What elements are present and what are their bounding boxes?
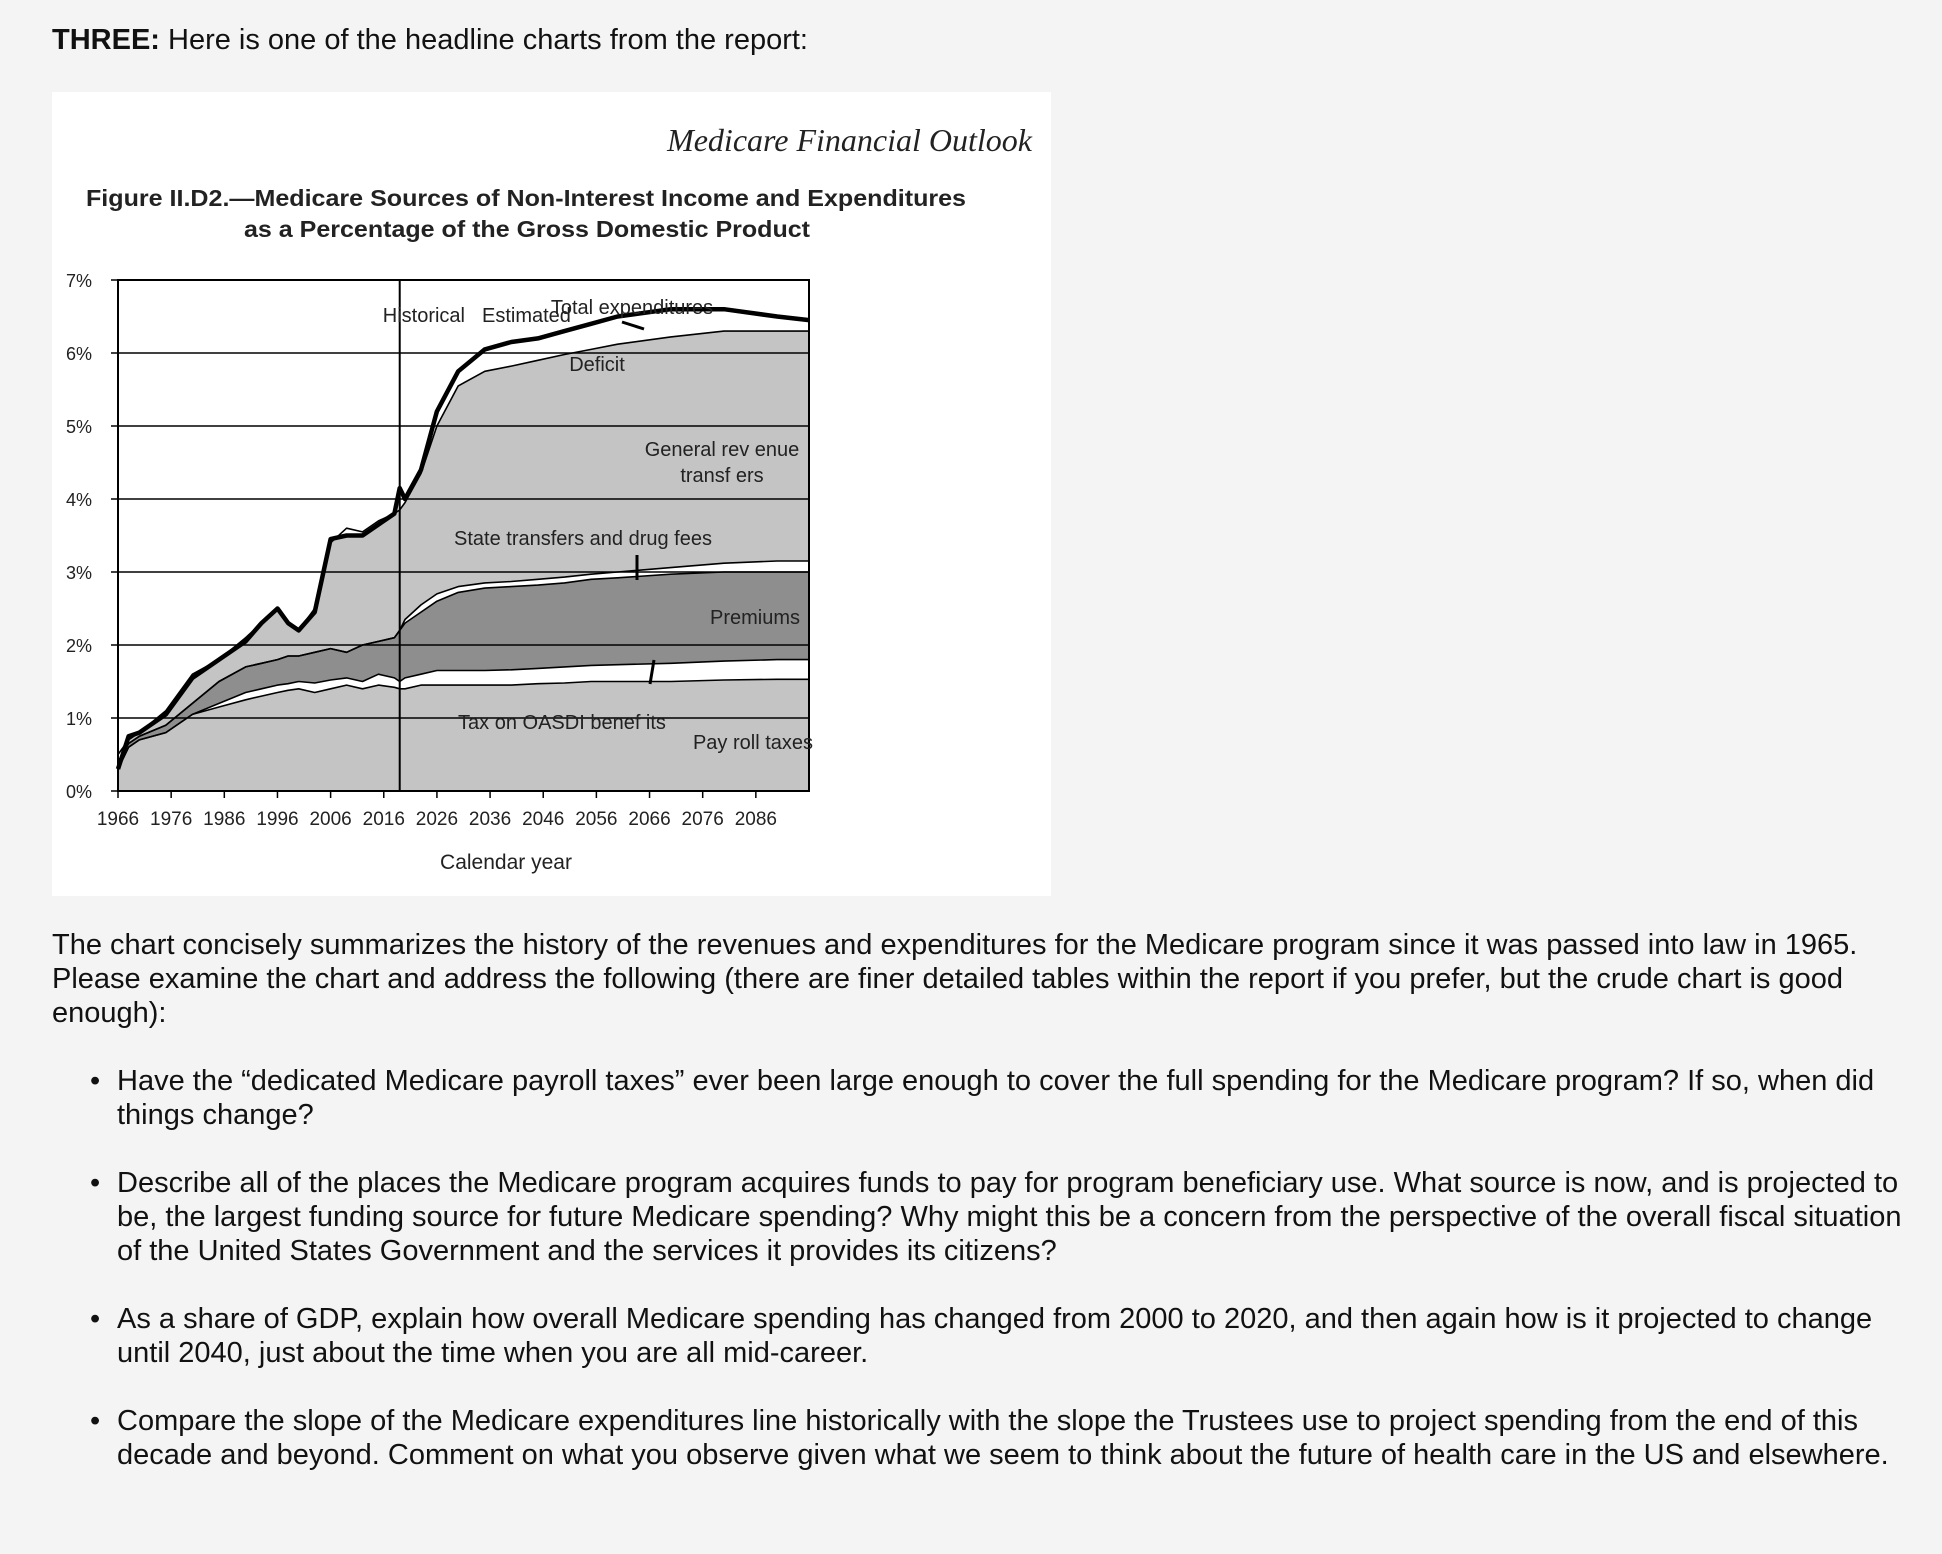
annotation-deficit: Deficit [569, 354, 625, 376]
question-number: THREE: [52, 24, 160, 56]
annotation-tax-oasdi: Tax on OASDI benef its [458, 712, 666, 734]
list-item [52, 1302, 1922, 1370]
x-tick-label: 2006 [309, 809, 352, 830]
bullet-icon: • [90, 1167, 101, 1199]
question-heading-text: Here is one of the headline charts from the report: [168, 24, 808, 56]
figure-panel [52, 92, 1051, 896]
annotation-general-revenue-2: transf ers [680, 465, 764, 487]
x-tick-label: 2086 [734, 809, 777, 830]
y-tick-label: 1% [66, 709, 93, 729]
x-tick-label: 1966 [96, 809, 140, 830]
annotation-premiums: Premiums [709, 607, 801, 629]
bullet-icon: • [90, 1065, 101, 1097]
y-tick-label: 3% [66, 563, 93, 583]
report-header: Medicare Financial Outlook [667, 122, 1032, 158]
y-tick-label: 7% [66, 271, 93, 291]
list-item [52, 1166, 1922, 1268]
question-heading [52, 22, 808, 58]
x-tick-label: 2036 [468, 809, 512, 830]
y-tick-label: 2% [66, 636, 93, 656]
annotation-general-revenue-1: General rev enue [644, 439, 800, 461]
question-list [52, 1064, 1922, 1506]
bullet-icon: • [90, 1405, 101, 1437]
x-tick-label: 2076 [681, 809, 724, 830]
period-label-estimated: Estimated [482, 305, 571, 327]
annotation-total-expenditures: Total expenditures [550, 297, 714, 319]
x-tick-label: 1986 [203, 809, 246, 830]
medicare-chart [52, 92, 1051, 896]
x-tick-label: 2046 [522, 809, 565, 830]
x-tick-label: 2026 [415, 809, 459, 830]
x-tick-label: 2016 [362, 809, 405, 830]
list-item [52, 1064, 1922, 1132]
x-tick-label: 2066 [628, 809, 671, 830]
y-tick-label: 6% [66, 344, 93, 364]
chart-subtitle: as a Percentage of the Gross Domestic Product [244, 216, 811, 242]
x-axis-ticks [97, 791, 777, 830]
list-item [52, 1404, 1922, 1472]
y-tick-label: 5% [66, 417, 93, 437]
y-tick-label: 0% [66, 782, 93, 802]
chart-title: Figure II.D2.—Medicare Sources of Non-Interest Income and Expenditures [86, 185, 966, 211]
period-label-historical: Historical [382, 305, 465, 327]
x-tick-label: 1996 [256, 809, 299, 830]
y-tick-label: 4% [66, 490, 93, 510]
question-text: Describe all of the places the Medicare program acquires funds to pay for program beneficiary use. What source is now, and is projected to be, the largest funding source for future Medicare spending? Why might this be a concern from the perspective of the overall fiscal situation of the United States Government and the services it provides its citizens? [117, 1167, 1902, 1267]
question-text: Compare the slope of the Medicare expenditures line historically with the slope the Trustees use to project spending from the end of this decade and beyond. Comment on what you observe given what we seem to think about the future of health care in the US and elsewhere. [117, 1405, 1889, 1471]
x-tick-label: 2056 [575, 809, 618, 830]
x-tick-label: 1976 [150, 809, 193, 830]
y-axis-ticks [66, 271, 118, 802]
question-text: As a share of GDP, explain how overall Medicare spending has changed from 2000 to 2020, and then again how is it projected to change until 2040, just about the time when you are all mid-career. [117, 1303, 1873, 1369]
chart-intro-paragraph: The chart concisely summarizes the history of the revenues and expenditures for the Medicare program since it was passed into law in 1965. Please examine the chart and address the following (there are finer detailed tables within the report if you prefer, but the crude chart is good enough): [52, 929, 1858, 1029]
annotation-payroll-taxes: Pay roll taxes [692, 732, 814, 754]
bullet-icon: • [90, 1303, 101, 1335]
annotation-state-transfers: State transfers and drug fees [454, 528, 712, 550]
x-axis-label: Calendar year [440, 851, 572, 874]
question-text: Have the “dedicated Medicare payroll taxes” ever been large enough to cover the full spending for the Medicare program? If so, when did things change? [117, 1065, 1875, 1131]
